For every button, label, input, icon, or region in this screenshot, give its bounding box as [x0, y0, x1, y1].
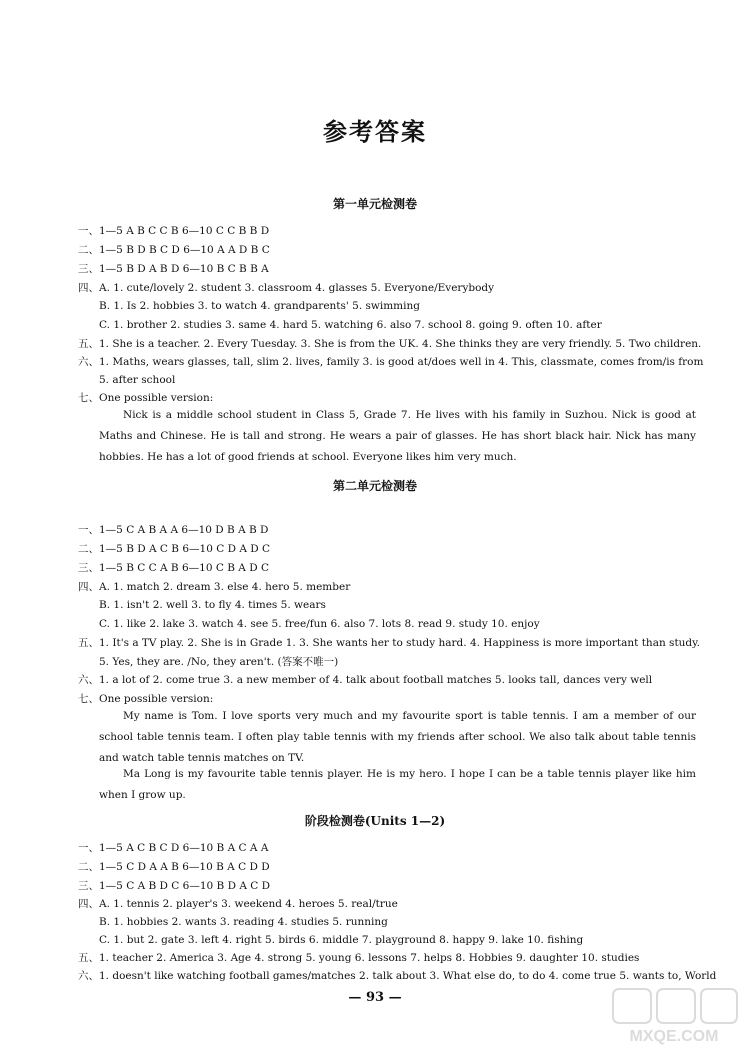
answer-line: 一、1—5 A B C C B 6—10 C C B B D [78, 225, 270, 237]
page-title: 参考答案 [323, 117, 427, 146]
answer-line: 5. after school [99, 374, 176, 386]
answer-line: 五、1. It's a TV play. 2. She is in Grade 1. 3. She wants her to study hard. 4. Happiness is more important than study. [78, 637, 701, 649]
answer-line: 六、1. a lot of 2. come true 3. a new member of 4. talk about football matches 5. looks tall, dances very well [78, 674, 653, 686]
answer-line: 四、A. 1. tennis 2. player's 3. weekend 4. heroes 5. real/true [78, 898, 398, 910]
watermark-text: MXQE.COM [629, 1028, 719, 1045]
unit1-heading: 第一单元检测卷 [332, 197, 417, 211]
answer-line: 四、A. 1. cute/lovely 2. student 3. classroom 4. glasses 5. Everyone/Everybody [78, 282, 495, 294]
answer-line: B. 1. Is 2. hobbies 3. to watch 4. grandparents' 5. swimming [99, 300, 420, 312]
answer-line: 一、1—5 A C B C D 6—10 B A C A A [78, 842, 269, 854]
answer-line: 三、1—5 B D A B D 6—10 B C B B A [78, 263, 269, 275]
answer-line: 5. Yes, they are. /No, they aren't. (答案不唯一) [99, 656, 339, 668]
answer-line: C. 1. but 2. gate 3. left 4. right 5. birds 6. middle 7. playground 8. happy 9. lake 10. fishing [99, 934, 584, 946]
answer-line: 五、1. She is a teacher. 2. Every Tuesday. 3. She is from the UK. 4. She thinks they are very friendly. 5. Two children. [78, 338, 702, 350]
page-number: — 93 — [348, 990, 402, 1005]
essay-paragraph: My name is Tom. I love sports very much and my favourite sport is table tennis. I am a member of our school table tennis team. I often play table tennis with my friends after school. We also talk about table tennis and watch table tennis matches on TV. [99, 710, 696, 764]
answer-line: 六、1. doesn't like watching football games/matches 2. talk about 3. What else do, to do 4. come true 5. wants to, World [78, 970, 717, 982]
answer-line: 七、One possible version: [78, 693, 214, 705]
answer-line: B. 1. isn't 2. well 3. to fly 4. times 5. wears [99, 599, 326, 611]
essay-paragraph: Nick is a middle school student in Class 5, Grade 7. He lives with his family in Suzhou. Nick is good at Maths and Chinese. He is tall and strong. He wears a pair of glasses. He has short black hair. Nick has many hobbies. He has a lot of good friends at school. Everyone likes him very much. [99, 409, 696, 463]
answer-line: 二、1—5 B D A C B 6—10 C D A D C [78, 543, 271, 555]
answer-line: C. 1. like 2. lake 3. watch 4. see 5. free/fun 6. also 7. lots 8. read 9. study 10. enjoy [99, 618, 540, 630]
answer-line: 四、A. 1. match 2. dream 3. else 4. hero 5. member [78, 581, 351, 593]
answer-line: 二、1—5 C D A A B 6—10 B A C D D [78, 861, 270, 873]
answer-line: B. 1. hobbies 2. wants 3. reading 4. studies 5. running [99, 916, 388, 928]
answer-line: 一、1—5 C A B A A 6—10 D B A B D [78, 524, 269, 536]
watermark-logo [607, 985, 742, 1047]
answer-line: 六、1. Maths, wears glasses, tall, slim 2. lives, family 3. is good at/does well in 4. This, classmate, comes from/is from [78, 356, 704, 368]
stage-test-heading: 阶段检测卷(Units 1—2) [304, 814, 446, 828]
answer-line: 二、1—5 B D B C D 6—10 A A D B C [78, 244, 270, 256]
answer-line: 五、1. teacher 2. America 3. Age 4. strong 5. young 6. lessons 7. helps 8. Hobbies 9. daughter 10. studies [78, 952, 640, 964]
answer-line: 七、One possible version: [78, 392, 214, 404]
essay-paragraph: Ma Long is my favourite table tennis player. He is my hero. I hope I can be a table tennis player like him when I grow up. [99, 768, 696, 801]
answer-line: C. 1. brother 2. studies 3. same 4. hard 5. watching 6. also 7. school 8. going 9. often 10. after [99, 319, 602, 331]
answer-line: 三、1—5 B C C A B 6—10 C B A D C [78, 562, 269, 574]
unit2-heading: 第二单元检测卷 [332, 479, 417, 493]
answer-line: 三、1—5 C A B D C 6—10 B D A C D [78, 880, 271, 892]
